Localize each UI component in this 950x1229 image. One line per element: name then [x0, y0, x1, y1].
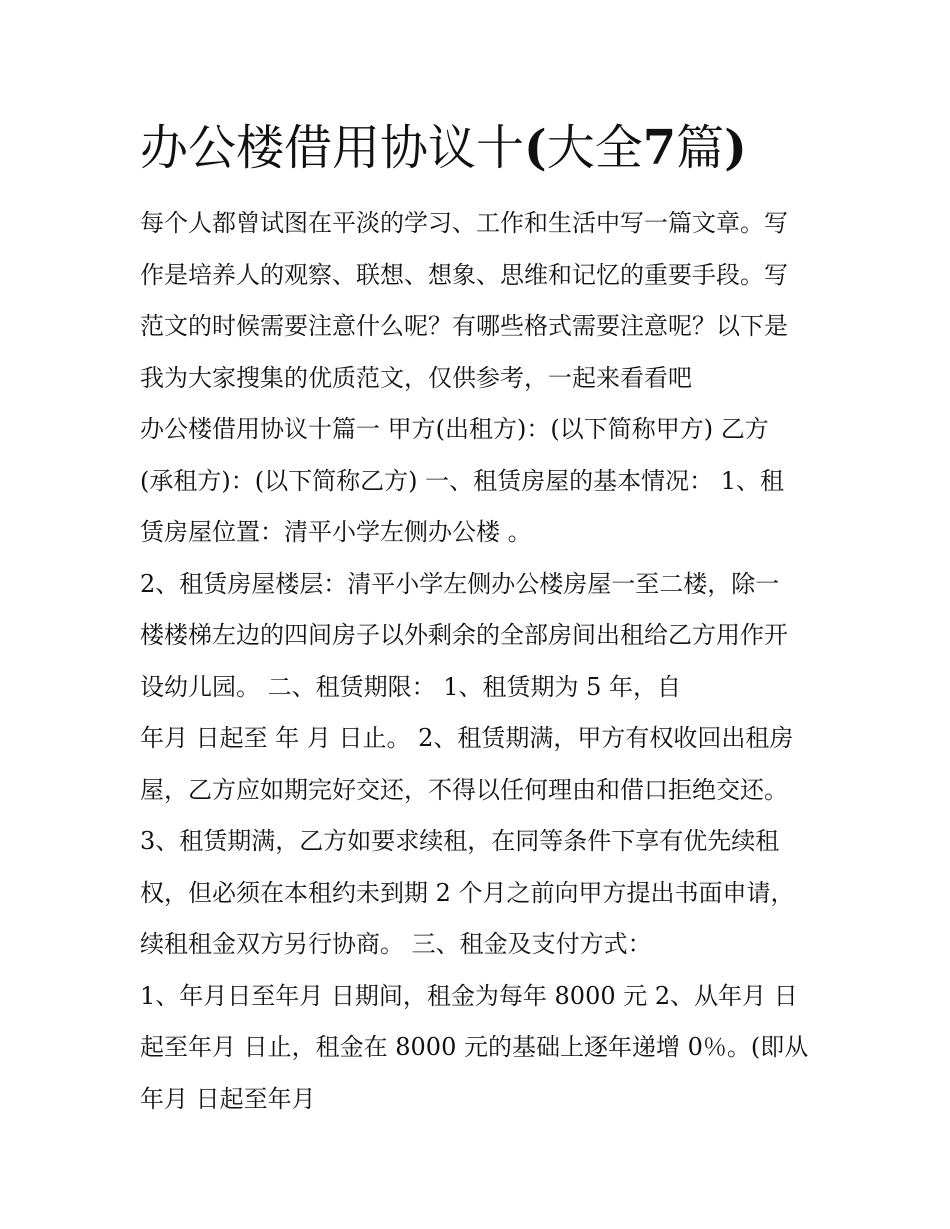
text-line: 权，但必须在本租约未到期 2 个月之前向甲方提出书面申请， [140, 878, 795, 907]
text-line: 办公楼借用协议十篇一 甲方(出租方)：(以下简称甲方) 乙方 [140, 415, 769, 443]
text-line: 范文的时候需要注意什么呢？有哪些格式需要注意呢？以下是 [140, 312, 788, 340]
text-line: 续租租金双方另行协商。 三、租金及支付方式： [140, 930, 652, 958]
document-body [140, 198, 830, 1125]
text-line: 1、年月日至年月 日期间，租金为每年 8000 元 2、从年月 日 [140, 981, 798, 1010]
text-line: 我为大家搜集的优质范文，仅供参考，一起来看看吧 [140, 363, 692, 392]
title-end: 篇 [676, 120, 725, 176]
text-line: 屋，乙方应如期完好交还，不得以任何理由和借口拒绝交还。 [140, 775, 788, 804]
text-line: 年月 日起至 年 月 日止。 2、租赁期满，甲方有权收回出租房 [140, 724, 794, 752]
title-open-paren: ( [524, 120, 547, 176]
text-line: 2、租赁房屋楼层：清平小学左侧办公楼房屋一至二楼，除一 [140, 569, 780, 598]
document-title [140, 112, 840, 184]
text-line: (承租方)：(以下简称乙方) 一、租赁房屋的基本情况： 1、租 [140, 466, 784, 495]
text-line: 楼楼梯左边的四间房子以外剩余的全部房间出租给乙方用作开 [140, 621, 788, 649]
text-line: 设幼儿园。 二、租赁期限： 1、租赁期为 5 年，自 [140, 672, 682, 701]
text-line: 每个人都曾试图在平淡的学习、工作和生活中写一篇文章。写 [140, 209, 788, 237]
title-mid: 大全 [546, 120, 643, 176]
text-line: 3、租赁期满，乙方如要求续租，在同等条件下享有优先续租 [140, 827, 780, 855]
text-line: 赁房屋位置：清平小学左侧办公楼 。 [140, 518, 532, 546]
title-close-paren: ) [724, 120, 747, 176]
text-line: 年月 日起至年月 [140, 1084, 316, 1113]
title-number: 7 [642, 120, 677, 176]
title-prefix: 办公楼借用协议十 [140, 120, 525, 176]
text-line: 起至年月 日止，租金在 8000 元的基础上逐年递增 0％。(即从 [140, 1033, 809, 1061]
text-line: 作是培养人的观察、联想、想象、思维和记忆的重要手段。写 [140, 260, 788, 289]
